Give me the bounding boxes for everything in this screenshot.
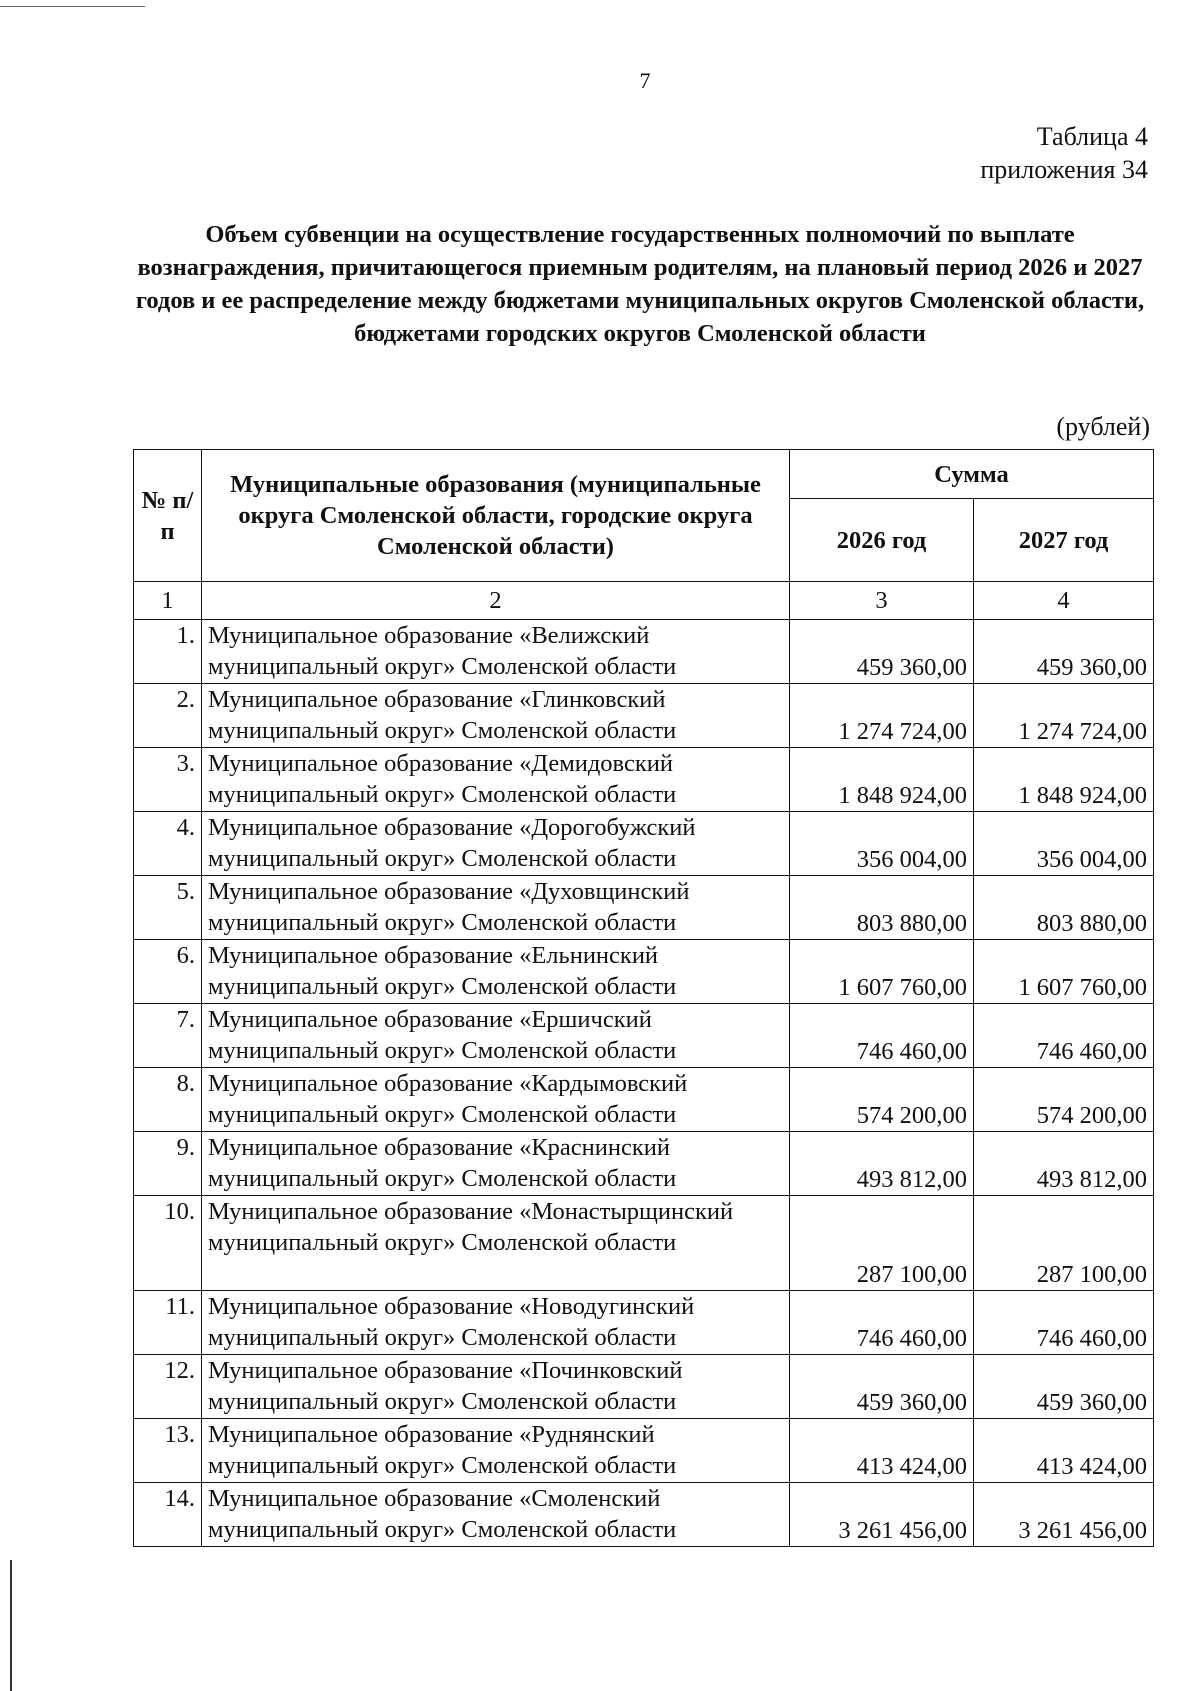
municipality-name-cell: Муниципальное образование «Дорогобужский муниципальный округ» Смоленской области — [202, 812, 790, 876]
table-row — [134, 876, 1154, 940]
amount-2027-cell: 803 880,00 — [974, 876, 1154, 940]
column-number: 3 — [790, 582, 974, 620]
table-row — [134, 1355, 1154, 1419]
amount-2026-cell: 1 274 724,00 — [790, 684, 974, 748]
table-row — [134, 1419, 1154, 1483]
amount-2026-cell: 1 607 760,00 — [790, 940, 974, 1004]
amount-2026-cell: 746 460,00 — [790, 1004, 974, 1068]
amount-2027-cell: 459 360,00 — [974, 620, 1154, 684]
row-number-cell: 3. — [134, 748, 202, 812]
amount-2027-cell: 746 460,00 — [974, 1004, 1154, 1068]
amount-2026-cell: 803 880,00 — [790, 876, 974, 940]
caption-table-number: Таблица 4 — [1036, 122, 1148, 151]
amount-2026-cell: 287 100,00 — [790, 1196, 974, 1291]
column-number: 1 — [134, 582, 202, 620]
table-row — [134, 940, 1154, 1004]
amount-2027-cell: 574 200,00 — [974, 1068, 1154, 1132]
municipality-name-cell: Муниципальное образование «Смоленский муниципальный округ» Смоленской области — [202, 1483, 790, 1547]
document-title: Объем субвенции на осуществление государственных полномочий по выплате вознаграждения, причитающегося приемным родителям, на плановый период 2026 и 2027 годов и ее распределение между бюджетами муниципальных округов Смоленской области, бюджетами городских округов Смоленской области — [135, 221, 1145, 347]
row-number-cell: 7. — [134, 1004, 202, 1068]
table-row — [134, 684, 1154, 748]
amount-2027-cell: 356 004,00 — [974, 812, 1154, 876]
page-number: 7 — [639, 68, 651, 93]
municipality-name-cell: Муниципальное образование «Кардымовский муниципальный округ» Смоленской области — [202, 1068, 790, 1132]
row-number-cell: 1. — [134, 620, 202, 684]
row-number-cell: 10. — [134, 1196, 202, 1291]
municipality-name-cell: Муниципальное образование «Духовщинский муниципальный округ» Смоленской области — [202, 876, 790, 940]
row-number-cell: 6. — [134, 940, 202, 1004]
amount-2026-cell: 574 200,00 — [790, 1068, 974, 1132]
amount-2027-cell: 746 460,00 — [974, 1291, 1154, 1355]
municipality-name-cell: Муниципальное образование «Починковский муниципальный округ» Смоленской области — [202, 1355, 790, 1419]
municipality-name-cell: Муниципальное образование «Новодугинский муниципальный округ» Смоленской области — [202, 1291, 790, 1355]
amount-2027-cell: 493 812,00 — [974, 1132, 1154, 1196]
column-number: 2 — [202, 582, 790, 620]
column-number-row — [134, 582, 1154, 620]
row-number-cell: 9. — [134, 1132, 202, 1196]
header-number: № п/п — [134, 450, 202, 582]
row-number-cell: 14. — [134, 1483, 202, 1547]
row-number-cell: 8. — [134, 1068, 202, 1132]
table-row — [134, 812, 1154, 876]
table-row — [134, 1291, 1154, 1355]
units-label: (рублей) — [1056, 412, 1150, 441]
amount-2026-cell: 356 004,00 — [790, 812, 974, 876]
row-number-cell: 5. — [134, 876, 202, 940]
municipality-name-cell: Муниципальное образование «Демидовский муниципальный округ» Смоленской области — [202, 748, 790, 812]
table-caption — [980, 120, 1148, 186]
table-row — [134, 1004, 1154, 1068]
row-number-cell: 11. — [134, 1291, 202, 1355]
amount-2027-cell: 459 360,00 — [974, 1355, 1154, 1419]
row-number-cell: 12. — [134, 1355, 202, 1419]
table-row — [134, 1132, 1154, 1196]
municipality-name-cell: Муниципальное образование «Ершичский муниципальный округ» Смоленской области — [202, 1004, 790, 1068]
municipality-name-cell: Муниципальное образование «Краснинский муниципальный округ» Смоленской области — [202, 1132, 790, 1196]
row-number-cell: 13. — [134, 1419, 202, 1483]
subvention-table — [133, 449, 1154, 1547]
amount-2026-cell: 1 848 924,00 — [790, 748, 974, 812]
table-body — [134, 582, 1154, 1547]
amount-2026-cell: 413 424,00 — [790, 1419, 974, 1483]
amount-2026-cell: 746 460,00 — [790, 1291, 974, 1355]
caption-appendix-number: приложения 34 — [980, 155, 1148, 184]
municipality-name-cell: Муниципальное образование «Руднянский муниципальный округ» Смоленской области — [202, 1419, 790, 1483]
amount-2026-cell: 459 360,00 — [790, 1355, 974, 1419]
row-number-cell: 2. — [134, 684, 202, 748]
scan-edge-line — [0, 6, 145, 7]
municipality-name-cell: Муниципальное образование «Глинковский муниципальный округ» Смоленской области — [202, 684, 790, 748]
table-row — [134, 1483, 1154, 1547]
amount-2026-cell: 493 812,00 — [790, 1132, 974, 1196]
amount-2027-cell: 1 274 724,00 — [974, 684, 1154, 748]
amount-2027-cell: 3 261 456,00 — [974, 1483, 1154, 1547]
municipality-name-cell: Муниципальное образование «Монастырщинский муниципальный округ» Смоленской области — [202, 1196, 790, 1291]
municipality-name-cell: Муниципальное образование «Велижский муниципальный округ» Смоленской области — [202, 620, 790, 684]
table-row — [134, 1068, 1154, 1132]
table-row — [134, 748, 1154, 812]
row-number-cell: 4. — [134, 812, 202, 876]
municipality-name-cell: Муниципальное образование «Ельнинский муниципальный округ» Смоленской области — [202, 940, 790, 1004]
header-year-2027: 2027 год — [974, 499, 1154, 582]
amount-2026-cell: 3 261 456,00 — [790, 1483, 974, 1547]
column-number: 4 — [974, 582, 1154, 620]
amount-2027-cell: 287 100,00 — [974, 1196, 1154, 1291]
amount-2027-cell: 413 424,00 — [974, 1419, 1154, 1483]
scan-margin-line — [10, 1560, 12, 1691]
table-row — [134, 620, 1154, 684]
header-year-2026: 2026 год — [790, 499, 974, 582]
table-row — [134, 1196, 1154, 1291]
amount-2026-cell: 459 360,00 — [790, 620, 974, 684]
header-sum: Сумма — [790, 450, 1154, 499]
amount-2027-cell: 1 607 760,00 — [974, 940, 1154, 1004]
amount-2027-cell: 1 848 924,00 — [974, 748, 1154, 812]
header-municipality: Муниципальные образования (муниципальные округа Смоленской области, городские округа Смоленской области) — [202, 450, 790, 582]
